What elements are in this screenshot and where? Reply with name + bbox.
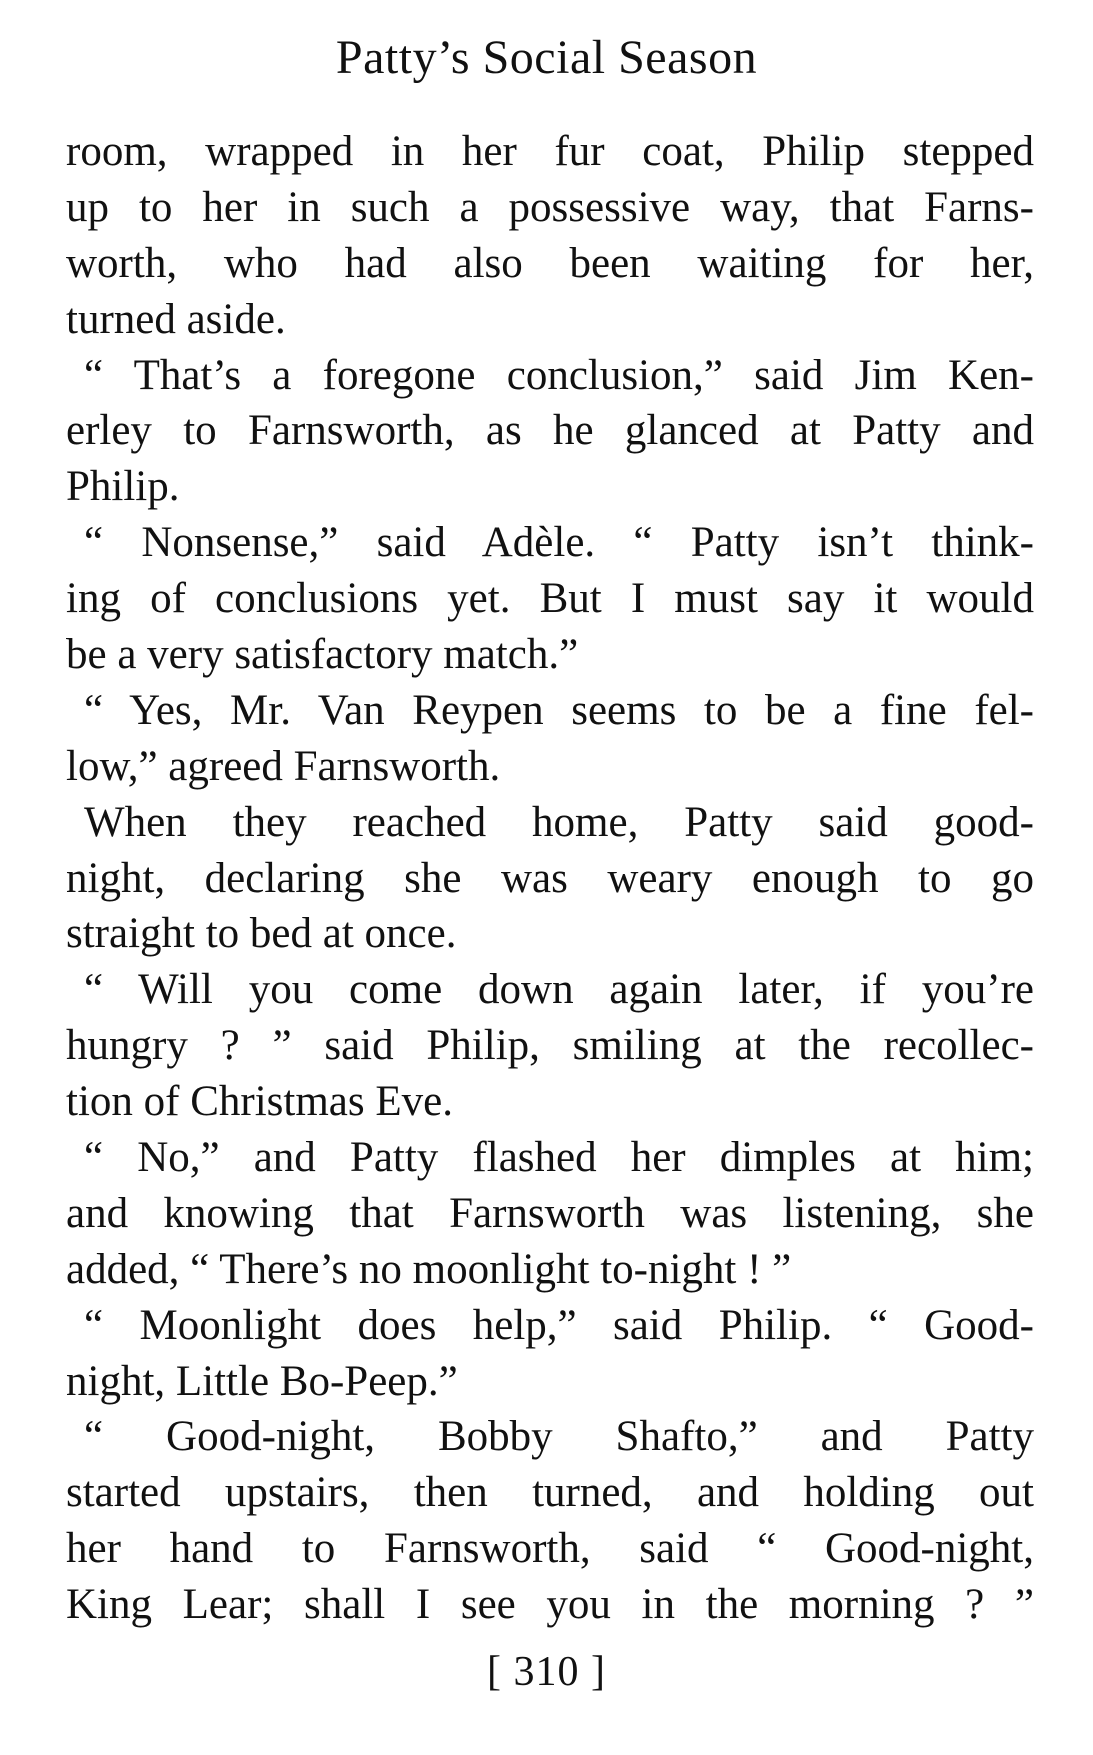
text-line: added, “ There’s no moonlight to-night ! ” (66, 1245, 792, 1293)
body-text (66, 124, 1034, 1633)
text-line: “ Will you come down again later, if you’re (84, 966, 1034, 1014)
text-line: “ Moonlight does help,” said Philip. “ Good- (84, 1301, 1034, 1349)
text-line: King Lear; shall I see you in the morning ? ” (66, 1581, 1034, 1629)
text-line: started upstairs, then turned, and holding out (66, 1469, 1034, 1517)
text-line: straight to bed at once. (66, 910, 457, 958)
text-line: Philip. (66, 463, 180, 511)
text-line: night, declaring she was weary enough to go (66, 854, 1034, 902)
text-line: erley to Farnsworth, as he glanced at Patty and (66, 407, 1034, 455)
text-line: up to her in such a possessive way, that Farns- (66, 183, 1034, 231)
running-head: Patty’s Social Season (335, 31, 758, 84)
text-line: When they reached home, Patty said good- (84, 798, 1034, 846)
text-line: hungry ? ” said Philip, smiling at the recollec- (66, 1022, 1034, 1070)
text-line: night, Little Bo-Peep.” (66, 1357, 458, 1405)
text-line: “ No,” and Patty flashed her dimples at him; (84, 1134, 1034, 1182)
text-line: “ Yes, Mr. Van Reypen seems to be a fine fel- (84, 686, 1034, 734)
text-line: turned aside. (66, 295, 286, 343)
text-line: “ That’s a foregone conclusion,” said Jim Ken- (84, 351, 1034, 399)
text-line: low,” agreed Farnsworth. (66, 742, 501, 790)
text-line: room, wrapped in her fur coat, Philip stepped (66, 128, 1034, 175)
text-line: her hand to Farnsworth, said “ Good-night, (66, 1525, 1034, 1573)
text-line: be a very satisfactory match.” (66, 631, 579, 679)
text-line: tion of Christmas Eve. (66, 1078, 453, 1126)
text-line: and knowing that Farnsworth was listening, she (66, 1189, 1034, 1237)
text-line: ing of conclusions yet. But I must say it would (66, 575, 1034, 623)
text-line: worth, who had also been waiting for her, (66, 239, 1034, 287)
page-number: [ 310 ] (487, 1649, 606, 1695)
text-line: “ Good-night, Bobby Shafto,” and Patty (84, 1413, 1034, 1461)
text-line: “ Nonsense,” said Adèle. “ Patty isn’t think- (84, 519, 1034, 567)
